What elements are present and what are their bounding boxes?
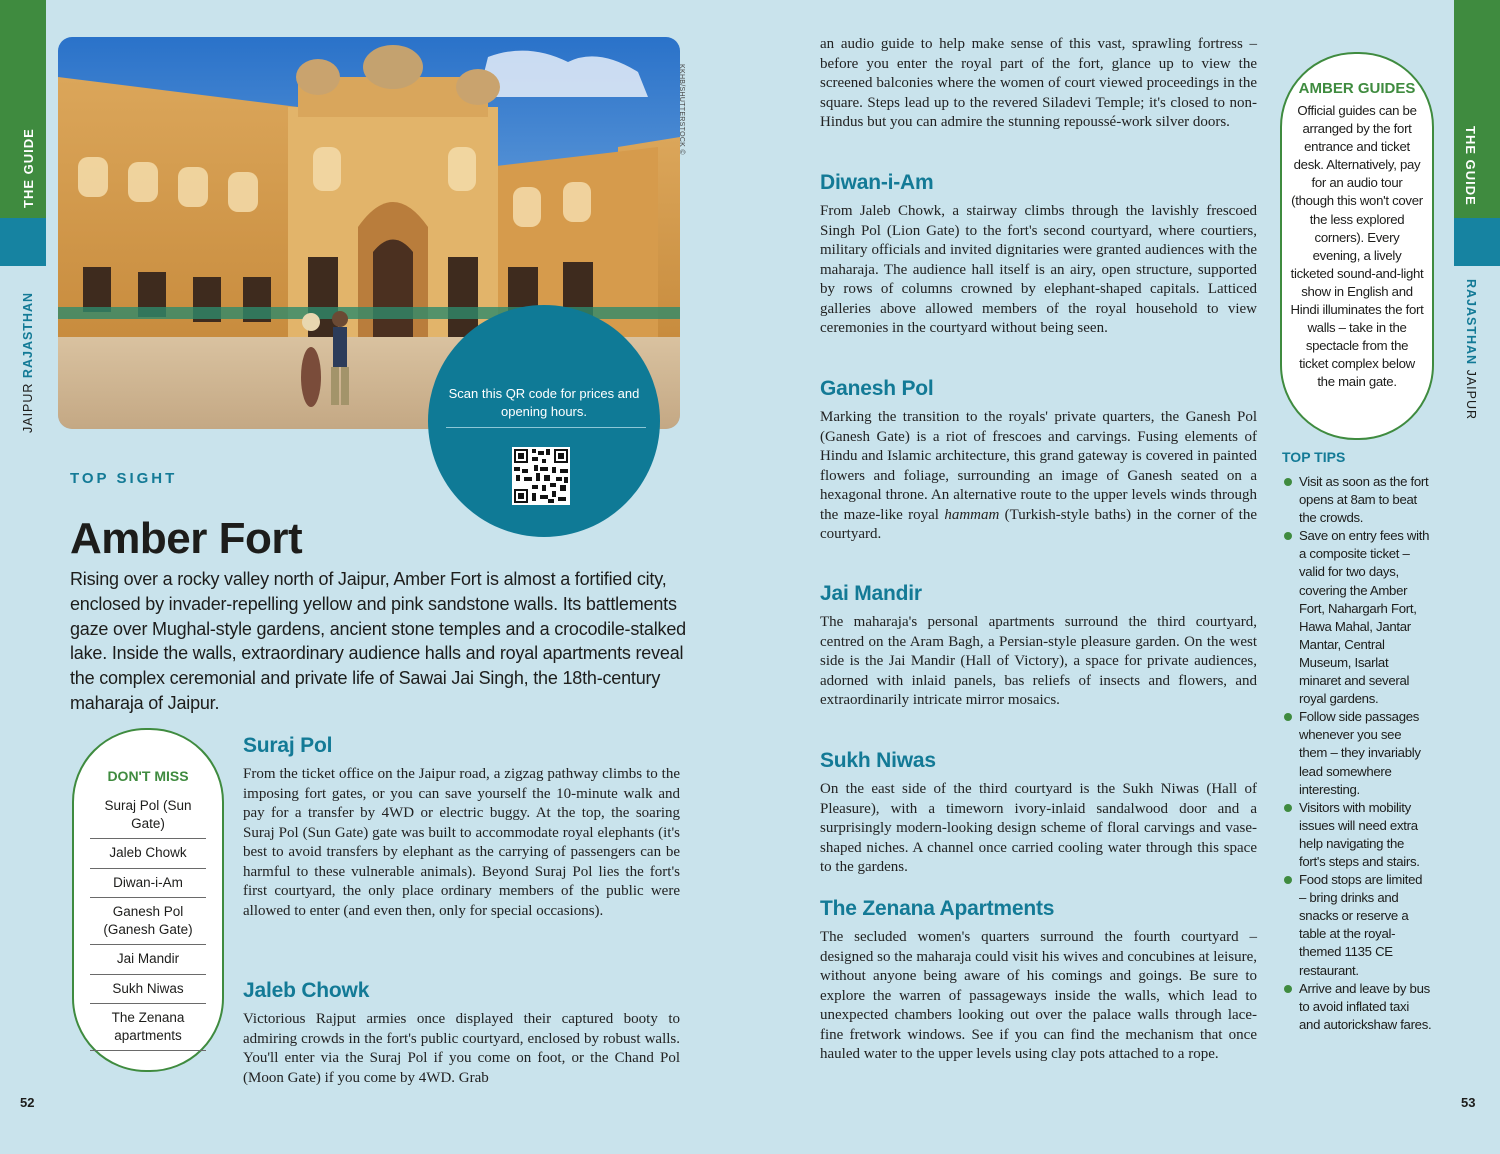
amber-guides-box <box>1280 52 1434 440</box>
heading-diwan-i-am: Diwan-i-Am <box>820 171 934 194</box>
top-tips-title: TOP TIPS <box>1282 449 1346 465</box>
photo-credit: KKHB/SHUTTERSTOCK © <box>678 64 685 155</box>
list-item: Ganesh Pol (Ganesh Gate) <box>90 898 206 945</box>
right-region-tab <box>1454 218 1500 266</box>
page-title: Amber Fort <box>70 514 303 563</box>
left-region-label: RAJASTHAN <box>21 291 35 379</box>
right-section-label: THE GUIDE <box>1463 126 1478 206</box>
body-jai-mandir: The maharaja's personal apartments surround the third courtyard, centred on the Aram Bagh, a Persian-style pleasure garden. On the west side is the Jai Mandir (Hall of Victory), a space for private audiences, adorned with inlaid panels, bas reliefs of insects and flowers, and extraordinarily intricate mirror mosaics. <box>820 614 1257 708</box>
qr-callout <box>428 305 660 537</box>
dont-miss-title: DON'T MISS <box>107 768 189 784</box>
heading-jai-mandir: Jai Mandir <box>820 582 922 605</box>
heading-suraj-pol: Suraj Pol <box>243 734 333 757</box>
left-city-label: JAIPUR <box>21 382 35 433</box>
qr-divider <box>446 427 646 428</box>
qr-caption: Scan this QR code for prices and opening hours. <box>448 386 640 419</box>
right-running-head <box>1464 279 1478 420</box>
list-item: Arrive and leave by bus to avoid inflated taxi and autorickshaw fares. <box>1282 980 1432 1034</box>
dont-miss-box <box>72 728 224 1072</box>
left-region-tab <box>0 218 46 266</box>
right-region-label: RAJASTHAN <box>1464 279 1478 366</box>
list-item: Suraj Pol (Sun Gate) <box>90 792 206 839</box>
page-number-right: 53 <box>1461 1095 1476 1110</box>
heading-jaleb-chowk: Jaleb Chowk <box>243 979 370 1002</box>
heading-zenana: The Zenana Apartments <box>820 897 1055 920</box>
list-item: Jai Mandir <box>90 945 206 975</box>
body-diwan-i-am: From Jaleb Chowk, a stairway climbs through the lavishly frescoed Singh Pol (Lion Gate) to the fort's second courtyard, where courtiers, military officials and invited dignitaries were granted audiences with the maharaja. The audience hall itself is an airy, open structure, supported by rows of columns crowned by elephant-shaped capitals. Latticed galleries above allowed members of the royal household to view ceremonies in the courtyard without being seen. <box>820 203 1257 336</box>
body-jaleb-chowk: Victorious Rajput armies once displayed their captured booty to admiring crowds in the fort's public courtyard, enclosed by robust walls. You'll enter via the Suraj Pol if you come on foot, or the Chand Pol (Moon Gate) if you come by 4WD. Grab <box>243 1011 680 1086</box>
heading-ganesh-pol: Ganesh Pol <box>820 377 934 400</box>
list-item: Save on entry fees with a composite ticket – valid for two days, covering the Amber Fort, Nahargarh Fort, Hawa Mahal, Jantar Mantar, Central Museum, Isarlat minaret and several royal gardens. <box>1282 527 1432 708</box>
list-item: Jaleb Chowk <box>90 839 206 869</box>
list-item: Follow side passages whenever you see them – they invariably lead somewhere interesting. <box>1282 708 1432 798</box>
body-continued: an audio guide to help make sense of this vast, sprawling fortress – before you enter the royal part of the fort, glance up to view the screened balconies where the women of court viewed proceedings in the square. Steps lead up to the revered Siladevi Temple; it's closed to non-Hindus but you can admire the stunning repoussé-work silver doors. <box>820 36 1257 130</box>
list-item: Visitors with mobility issues will need extra help navigating the fort's steps and stairs. <box>1282 799 1432 871</box>
body-zenana: The secluded women's quarters surround the fourth courtyard – designed so the maharaja could visit his wives and concubines at leisure, without anyone being aware of his comings and goings. Be sure to explore the warren of passageways inside the walls, which lead to unexpected chambers looking out over the palace walls through lace-fine fretwork windows. See if you can find the mechanism that once hauled water to the upper levels using clay pots attached to a rope. <box>820 929 1257 1062</box>
right-city-label: JAIPUR <box>1464 369 1478 421</box>
body-suraj-pol: From the ticket office on the Jaipur road, a zigzag pathway climbs to the imposing fort gates, or you can save yourself the 10-minute walk and pay for a transfer by 4WD or electric buggy. At the top, the soaring Suraj Pol (Sun Gate) gate was built to accommodate royal elephants (it's best to avoid transfers by elephant as the carrying of passengers can be harmful to these vulnerable animals). Beyond Suraj Pol lies the fort's first courtyard, the only place ordinary members of the public were allowed to enter (and even then, only for special occasions). <box>243 766 680 919</box>
list-item: Sukh Niwas <box>90 975 206 1005</box>
amber-guides-body: Official guides can be arranged by the fort entrance and ticket desk. Alternatively, pay for an audio tour (though this won't cover the less explored corners). Every evening, a lively ticketed sound-and-light show in English and Hindi illuminates the fort walls – take in the spectacle from the ticket complex below the main gate. <box>1290 103 1424 390</box>
body-ganesh-pol <box>820 408 1257 545</box>
dont-miss-list <box>90 792 206 1051</box>
amber-guides-title: AMBER GUIDES <box>1298 80 1416 97</box>
ganesh-pol-text-end: (Turkish-style baths) in the corner of the courtyard. <box>820 506 1257 542</box>
top-sight-kicker: TOP SIGHT <box>70 470 178 487</box>
top-tips-list <box>1282 473 1432 1034</box>
heading-sukh-niwas: Sukh Niwas <box>820 749 936 772</box>
ganesh-pol-text: Marking the transition to the royals' private quarters, the Ganesh Pol (Ganesh Gate) is a riot of frescoes and carvings. Fusing elements of Hindu and Islamic architecture, this grand gateway is covered in painted flowers and foliage, surrounding an image of Ganesh seated on a hexagonal throne. An alternative route to the upper levels winds through the maze-like royal <box>820 409 1257 523</box>
intro-paragraph: Rising over a rocky valley north of Jaipur, Amber Fort is almost a fortified city, enclosed by invader-repelling yellow and pink sandstone walls. Its battlements gaze over Mughal-style gardens, ancient stone temples and a crocodile-stalked lake. Inside the walls, extraordinary audience halls and royal apartments reveal the complex ceremonial and private life of Sawai Jai Singh, the 18th-century maharaja of Jaipur. <box>70 569 686 713</box>
page-number-left: 52 <box>20 1095 35 1110</box>
list-item: Diwan-i-Am <box>90 869 206 899</box>
list-item: Food stops are limited – bring drinks and snacks or reserve a table at the royal-themed 1135 CE restaurant. <box>1282 871 1432 980</box>
list-item: The Zenana apartments <box>90 1004 206 1051</box>
list-item: Visit as soon as the fort opens at 8am to beat the crowds. <box>1282 473 1432 527</box>
ganesh-pol-term: hammam <box>944 506 1000 523</box>
qr-code-icon[interactable] <box>512 447 570 505</box>
left-running-head <box>21 292 35 433</box>
body-sukh-niwas: On the east side of the third courtyard is the Sukh Niwas (Hall of Pleasure), with a timeworn ivory-inlaid sandalwood door and a surprisingly modern-looking design scheme of floral carvings and vase-shaped niches. A channel once carried cooling water through this space to the gardens. <box>820 781 1257 875</box>
left-section-label: THE GUIDE <box>21 128 36 208</box>
